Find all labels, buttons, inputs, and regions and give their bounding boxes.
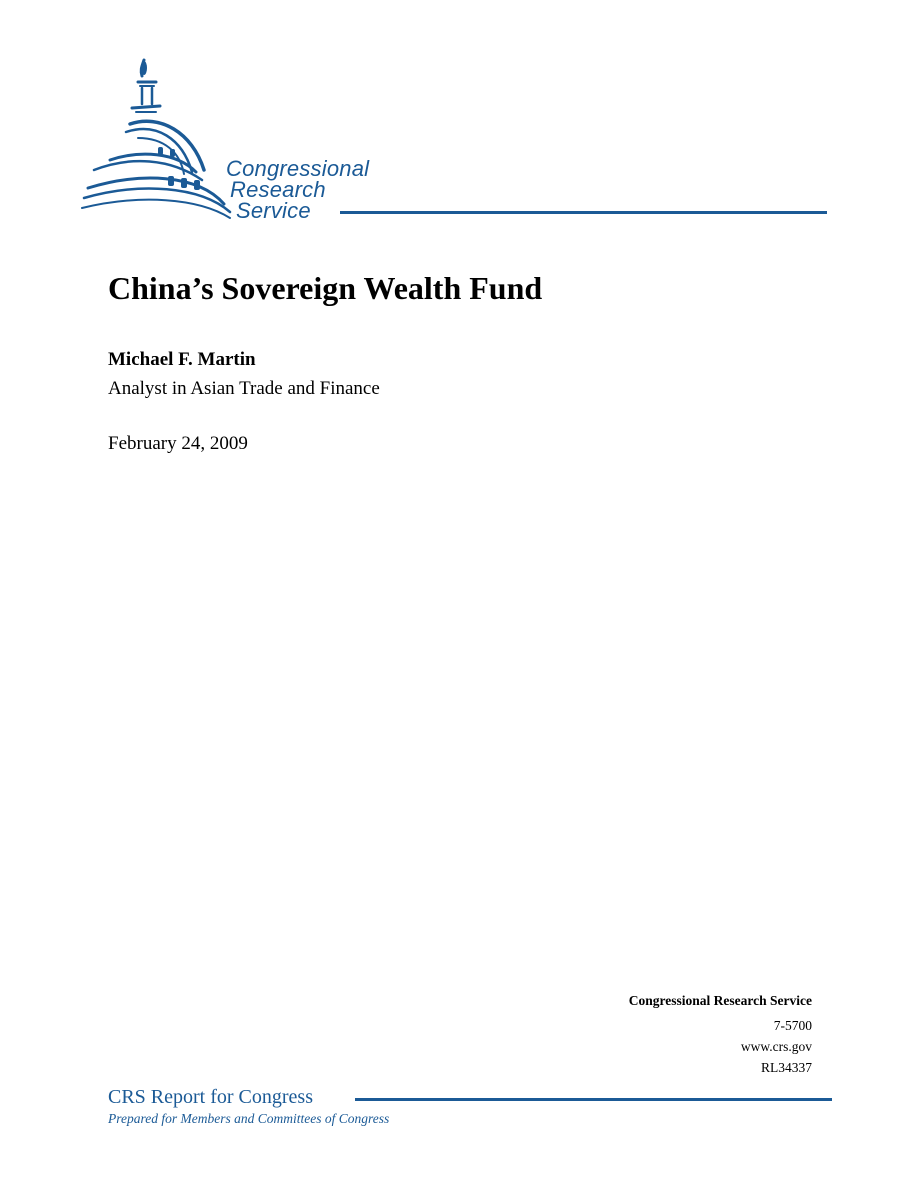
logo-text-line1: Congressional: [226, 156, 370, 181]
crs-organization: Congressional Research Service: [628, 993, 812, 1008]
header-rule: [340, 211, 827, 214]
crs-report-number: RL34337: [760, 1060, 812, 1075]
footer-rule: [355, 1098, 832, 1101]
crs-info-block: [629, 990, 812, 1078]
report-title: China’s Sovereign Wealth Fund: [108, 270, 543, 306]
crs-website-link[interactable]: www.crs.gov: [740, 1039, 812, 1054]
logo-text-line3: Service: [236, 198, 311, 223]
footer-report-label: CRS Report for Congress: [108, 1086, 313, 1108]
author-name: Michael F. Martin: [108, 349, 256, 370]
crs-phone: 7-5700: [773, 1018, 812, 1033]
author-title: Analyst in Asian Trade and Finance: [108, 378, 380, 399]
footer-subtitle: Prepared for Members and Committees of Congress: [108, 1111, 390, 1126]
logo-text-line2: Research: [230, 177, 326, 202]
report-date: February 24, 2009: [108, 433, 248, 454]
